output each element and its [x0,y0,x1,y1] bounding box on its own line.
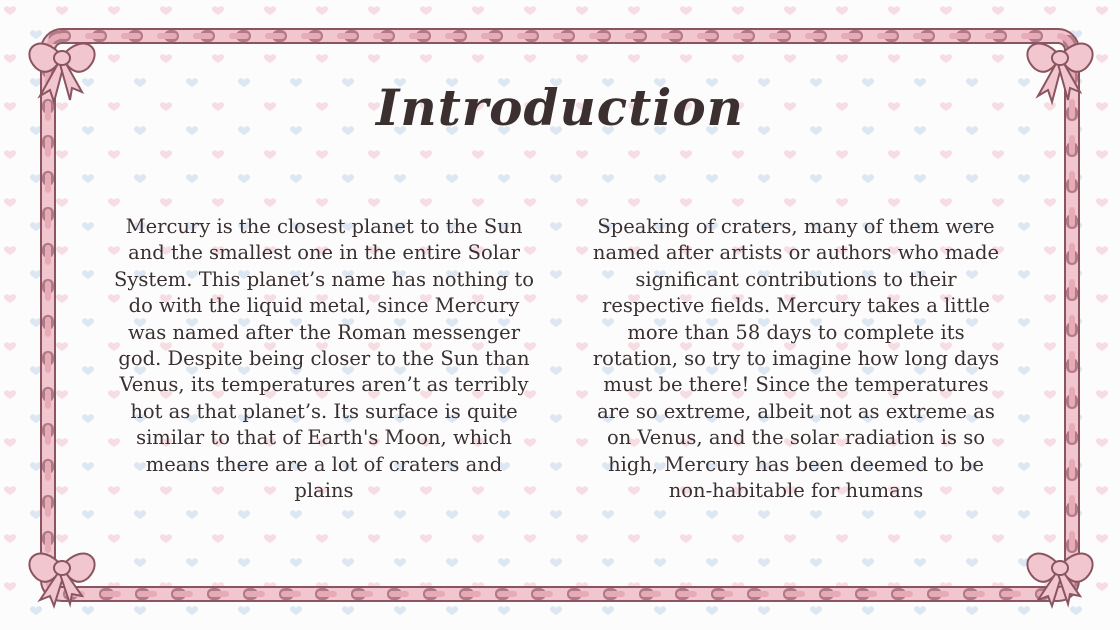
body-text-left: Mercury is the closest planet to the Sun and the smallest one in the entire Solar System. This planet’s name has nothing to do with the liquid metal, since Mercury was named after the Roman messenger god. Despite being closer to the Sun than Venus, its temperatures aren’t as terribly hot as that planet’s. Its surface is quite similar to that of Earth's Moon, which means there are a lot of craters and plains [114,215,534,503]
body-text-right: Speaking of craters, many of them were named after artists or authors who made significant contributions to their respective fields. Mercury takes a little more than 58 days to complete its rotation, so try to imagine how long days must be there! Since the temperatures are so extreme, albeit not as extreme as on Venus, and the solar radiation is so high, Mercury has been deemed to be non-habitable for humans [592,215,1000,503]
slide-title: Introduction [375,78,745,137]
